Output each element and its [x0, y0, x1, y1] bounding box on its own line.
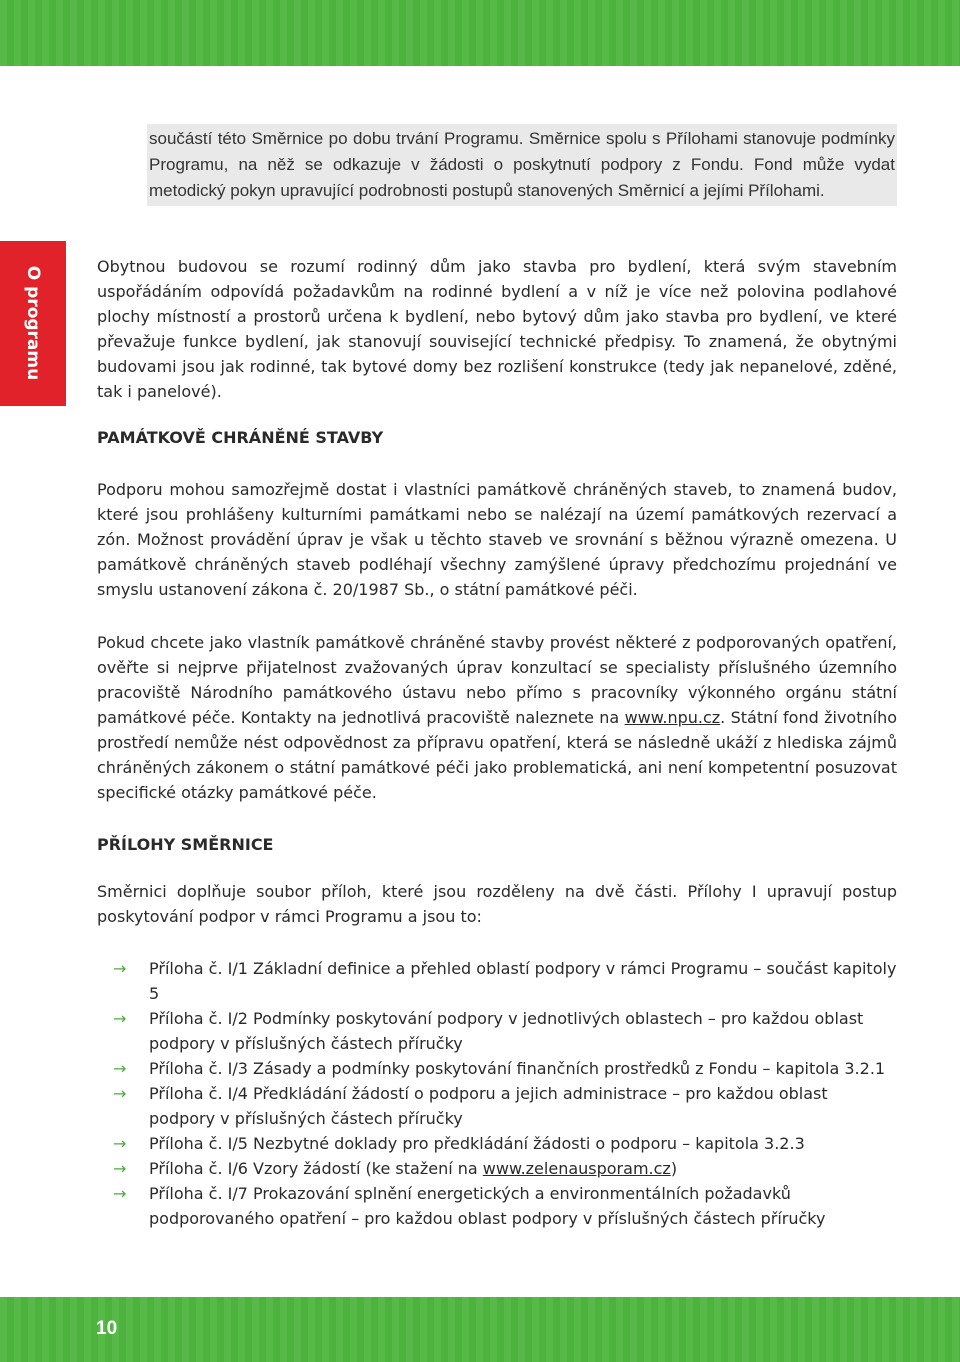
section-side-tab [0, 241, 66, 406]
npu-link[interactable]: www.npu.cz [624, 708, 721, 727]
quoted-text-block [147, 124, 897, 206]
arrow-right-icon: → [113, 1184, 127, 1203]
top-green-band [0, 0, 960, 66]
annex-list-item [97, 1056, 897, 1081]
heading-annexes: PŘÍLOHY SMĚRNICE [97, 835, 274, 854]
arrow-right-icon: → [113, 1134, 127, 1153]
heading-monuments: PAMÁTKOVĚ CHRÁNĚNÉ STAVBY [97, 428, 384, 447]
annexes-intro: Směrnici doplňuje soubor příloh, které jsou rozděleny na dvě části. Přílohy I upravují postup poskytování podpor v rámci Programu a jsou to: [97, 882, 897, 926]
monuments-paragraph-2 [97, 630, 897, 805]
page-number: 10 [96, 1318, 118, 1339]
arrow-right-icon: → [113, 1059, 127, 1078]
main-content [97, 254, 897, 1231]
annex-list-item [97, 1156, 897, 1181]
monuments-paragraph-2-text-b: . Státní fond životního prostředí nemůže nést odpovědnost za přípravu opatření, která se následně ukáží z hlediska zájmů chráněných zákonem o státní památkové péči jako problematická, ani není kompetentní posuzovat specifické otázky památkové péče. [97, 708, 898, 802]
annex-list [97, 956, 897, 1231]
annex-item-text-b: ) [670, 1159, 678, 1178]
annex-list-item [97, 1131, 897, 1156]
arrow-right-icon: → [113, 1084, 127, 1103]
annex-list-item [97, 1081, 897, 1131]
annex-item-text: Příloha č. I/5 Nezbytné doklady pro předkládání žádosti o podporu – kapitola 3.2.3 [149, 1134, 805, 1153]
monuments-paragraph-2-text-a: Pokud chcete jako vlastník památkově chráněné stavby provést některé z podporovaných opatření, ověřte si nejprve přijatelnost zvažovaných úprav konzultací se specialisty příslušného územního pracoviště Národního památkového ústavu nebo přímo s pracovníky výkonného orgánu státní památkové péče. Kontakty na jednotlivá pracoviště naleznete na [97, 633, 897, 727]
arrow-right-icon: → [113, 1009, 127, 1028]
annex-item-text: Příloha č. I/7 Prokazování splnění energetických a environmentálních požadavků podporovaného opatření – pro každou oblast podpory v příslušných částech příručky [149, 1184, 826, 1228]
annex-list-item [97, 1181, 897, 1231]
bottom-green-band [0, 1297, 960, 1362]
annex-item-text: Příloha č. I/2 Podmínky poskytování podpory v jednotlivých oblastech – pro každou oblast podpory v příslušných částech příručky [149, 1009, 864, 1053]
annex-item-text: Příloha č. I/1 Základní definice a přehled oblastí podpory v rámci Programu – součást kapitoly 5 [149, 959, 897, 1003]
monuments-paragraph-1: Podporu mohou samozřejmě dostat i vlastníci památkově chráněných staveb, to znamená budov, které jsou prohlášeny kulturními památkami nebo se nalézají na území památkových rezervací a zón. Možnost provádění úprav je však u těchto staveb ve srovnání s běžnou výrazně omezena. U památkově chráněných staveb podléhají všechny zamýšlené úpravy předchozímu projednání ve smyslu ustanovení zákona č. 20/1987 Sb., o státní památkové péči. [97, 480, 897, 599]
annex-list-item [97, 1006, 897, 1056]
arrow-right-icon: → [113, 1159, 127, 1178]
annex-item-text: Příloha č. I/4 Předkládání žádostí o podporu a jejich administrace – pro každou oblast podpory v příslušných částech příručky [149, 1084, 828, 1128]
side-tab-label: O programu [23, 265, 43, 381]
intro-paragraph: Obytnou budovou se rozumí rodinný dům jako stavba pro bydlení, která svým stavebním uspořádáním odpovídá požadavkům na rodinné bydlení a v níž je více než polovina podlahové plochy místností a prostorů určena k bydlení, nebo bytový dům jako stavba pro bydlení, ve které převažuje funkce bydlení, jak stanovují související technické předpisy. To znamená, že obytnými budovami jsou jak rodinné, tak bytové domy bez rozlišení konstrukce (tedy jak nepanelové, zděné, tak i panelové). [97, 257, 897, 401]
arrow-right-icon: → [113, 959, 127, 978]
annex-item-text: Příloha č. I/3 Zásady a podmínky poskytování finančních prostředků z Fondu – kapitola 3.2.1 [149, 1059, 886, 1078]
quoted-text: součástí této Směrnice po dobu trvání Programu. Směrnice spolu s Přílohami stanovuje podmínky Programu, na něž se odkazuje v žádosti o poskytnutí podpory z Fondu. Fond může vydat metodický pokyn upravující podrobnosti postupů stanovených Směrnicí a jejími Přílohami. [149, 129, 895, 200]
annex-list-item [97, 956, 897, 1006]
zelenausporam-link[interactable]: www.zelenausporam.cz [482, 1159, 671, 1178]
annex-item-text-a: Příloha č. I/6 Vzory žádostí (ke stažení na [149, 1159, 483, 1178]
